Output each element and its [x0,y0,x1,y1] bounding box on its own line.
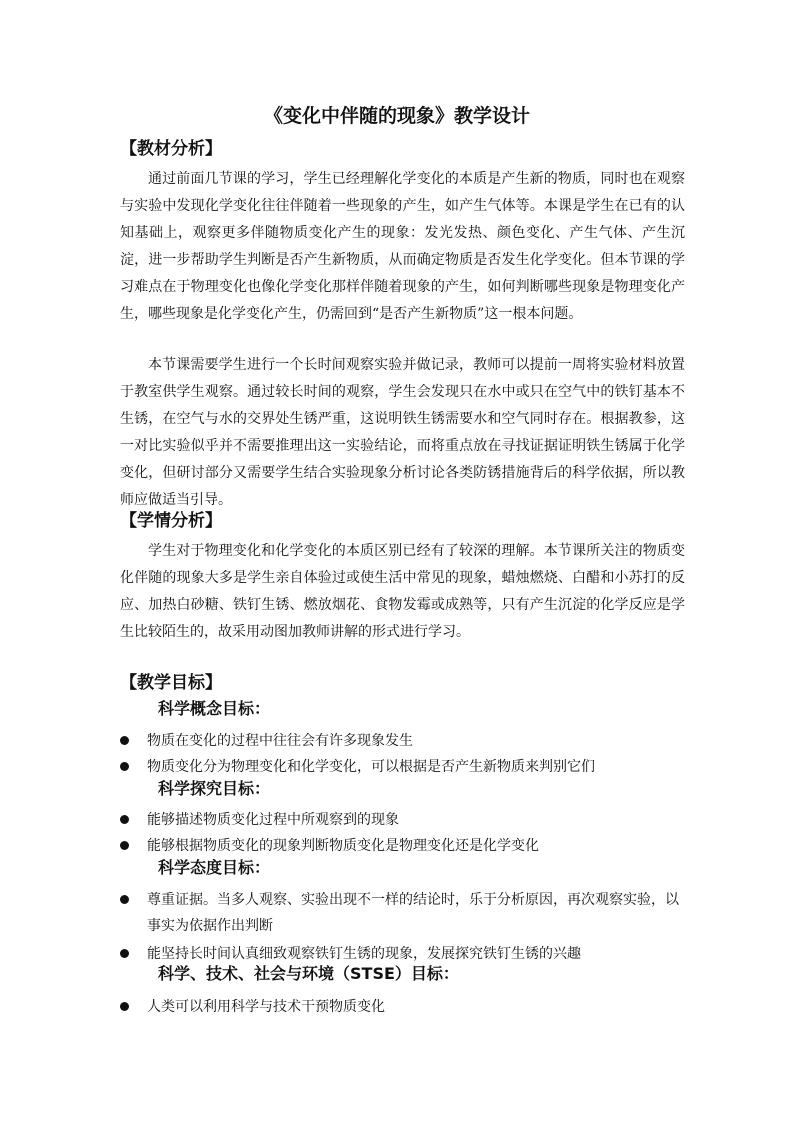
bullet-icon [120,815,129,824]
goal-item-text: 人类可以利用科学与技术干预物质变化 [147,999,385,1015]
goal-item-text: 物质变化分为物理变化和化学变化，可以根据是否产生新物质来判别它们 [147,759,595,775]
section-heading-students: 【学情分析】 [120,511,222,531]
goal-item-text: 物质在变化的过程中往往会有许多现象发生 [147,733,413,749]
goal-concept-label: 科学概念目标： [158,699,271,718]
goal-inquiry-label: 科学探究目标： [158,779,271,798]
goal-item-text: 尊重证据。当多人观察、实验出现不一样的结论时，乐于分析原因，再次观察实验，以事实为依据作出判断 [147,892,679,934]
bullet-icon [120,841,129,850]
section-heading-goals: 【教学目标】 [120,673,222,693]
bullet-icon [120,736,129,745]
material-paragraph-1: 通过前面几节课的学习，学生已经理解化学变化的本质是产生新的物质，同时也在观察与实验中发现化学变化往往伴随着一些现象的产生，如产生气体等。本课是学生在已有的认知基础上，观察更多伴随物质变化产生的现象：发光发热、颜色变化、产生气体、产生沉淀，进一步帮助学生判断是否产生新物质，从而确定物质是否发生化学变化。但本节课的学习难点在于物理变化也像化学变化那样伴随着现象的产生，如何判断哪些现象是物理变化产生，哪些现象是化学变化产生，仍需回到“是否产生新物质”这一根本问题。 [120,171,685,322]
list-item [120,887,685,939]
goal-item-text: 能坚持长时间认真细致观察铁钉生锈的现象，发展探究铁钉生锈的兴趣 [147,946,581,962]
goal-attitude-label: 科学态度目标： [158,858,271,877]
bullet-icon [120,762,129,771]
bullet-icon [120,895,129,904]
bullet-icon [120,949,129,958]
goal-item-text: 能够根据物质变化的现象判断物质变化是物理变化还是化学变化 [147,838,539,854]
bullet-icon [120,1002,129,1011]
goal-item-text: 能够描述物质变化过程中所观察到的现象 [147,812,399,828]
document-title: 《变化中伴随的现象》教学设计 [263,105,530,127]
material-paragraph-2: 本节课需要学生进行一个长时间观察实验并做记录，教师可以提前一周将实验材料放置于教室供学生观察。通过较长时间的观察，学生会发现只在水中或只在空气中的铁钉基本不生锈，在空气与水的交界处生锈严重，这说明铁生锈需要水和空气同时存在。根据教参，这一对比实验似乎并不需要推理出这一实验结论，而将重点放在寻找证据证明铁生锈属于化学变化，但研讨部分又需要学生结合实验现象分析讨论各类防锈措施背后的科学依据，所以教师应做适当引导。 [120,357,685,508]
list-item [120,807,685,833]
students-paragraph: 学生对于物理变化和化学变化的本质区别已经有了较深的理解。本节课所关注的物质变化伴随的现象大多是学生亲自体验过或使生活中常见的现象，蜡烛燃烧、白醋和小苏打的反应、加热白砂糖、铁钉生锈、燃放烟花、食物发霉或成熟等，只有产生沉淀的化学反应是学生比较陌生的，故采用动图加教师讲解的形式进行学习。 [120,543,685,640]
list-item [120,728,685,754]
goal-stse-label: 科学、技术、社会与环境（STSE）目标： [158,964,459,983]
list-item [120,994,685,1020]
section-heading-material: 【教材分析】 [120,139,222,159]
